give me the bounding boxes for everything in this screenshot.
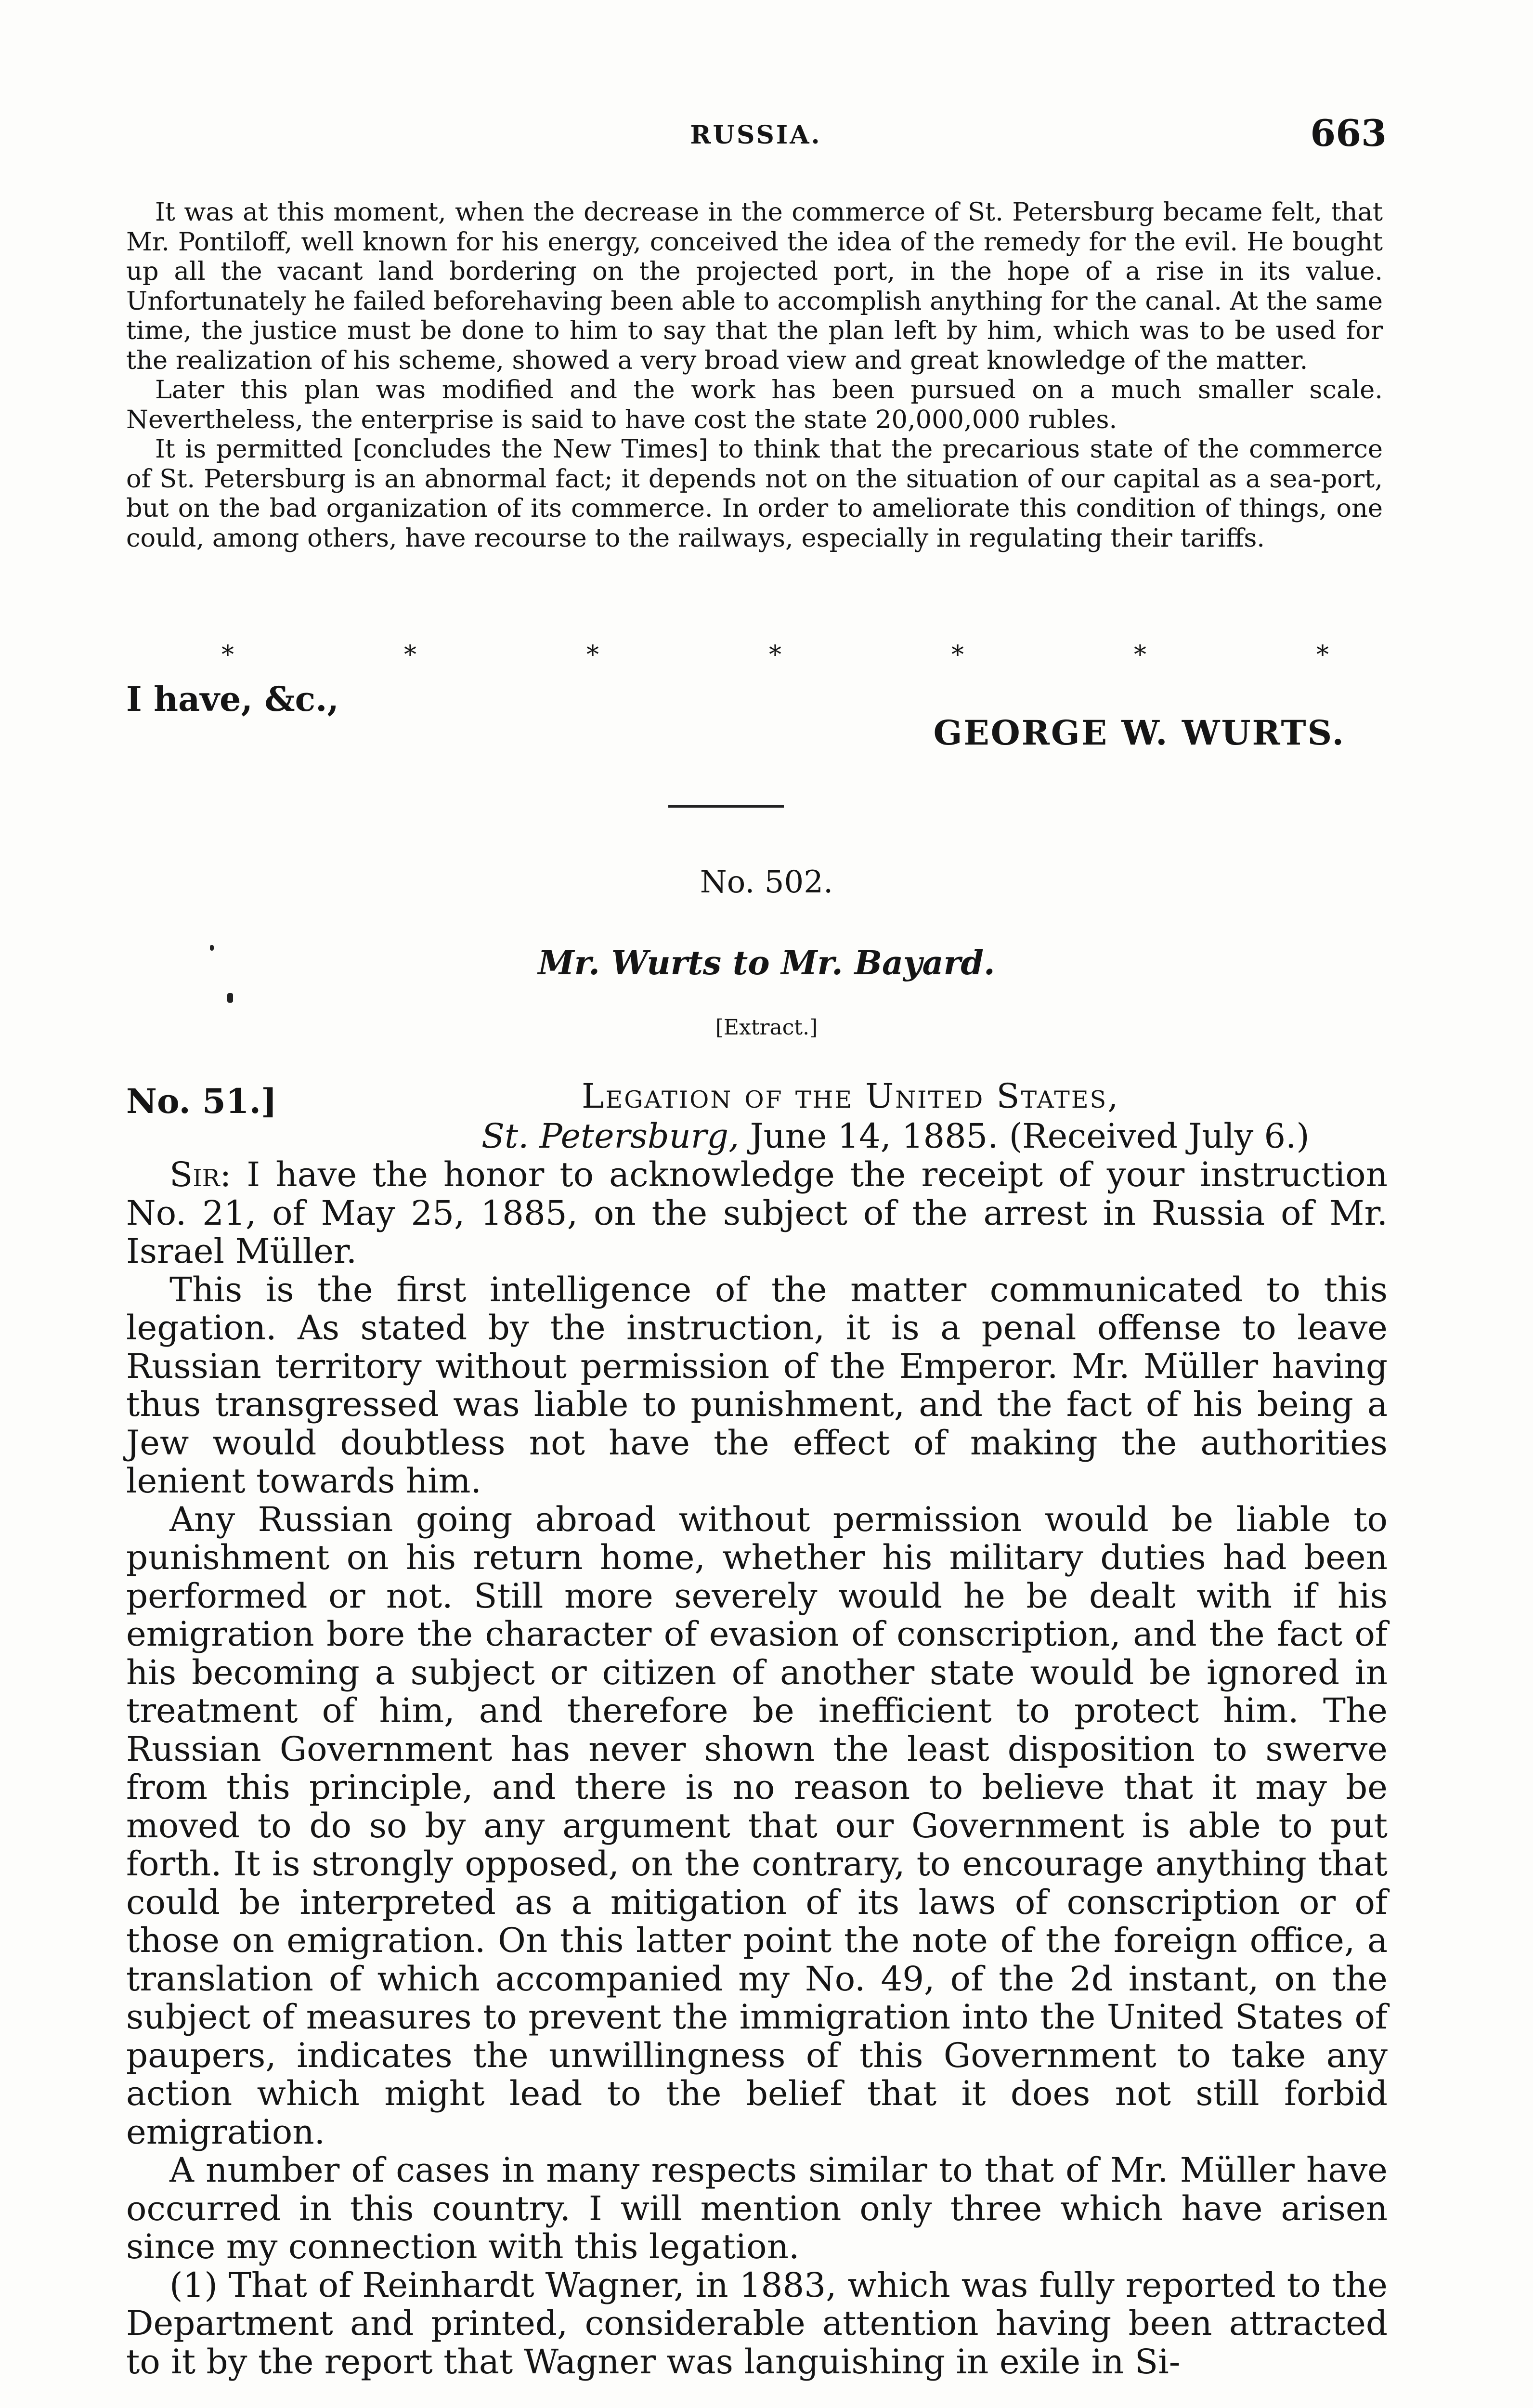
letter-paragraph-text: : I have the honor to acknowledge the receipt of your instruction No. 21, of May 25, 1885, on the subject of the arrest in Russia of Mr. Israel Müller. (126, 1155, 1388, 1271)
date: June 14, 1885. (750, 1116, 999, 1156)
omission-star: * (1316, 641, 1329, 669)
previous-letter-paragraph: Later this plan was modified and the work has been pursued on a much smaller scale. Nevertheless, the enterprise is said to have cost the state 20,000,000 rubles. (126, 375, 1383, 434)
previous-letter-paragraph: It is permitted [concludes the New Times] to think that the precarious state of the commerce of St. Petersburg is an abnormal fact; it depends not on the situation of our capital as a sea-port, but on the bad organization of its commerce. In order to ameliorate this condition of things, one could, among others, have recourse to the railways, especially in regulating their tariffs. (126, 434, 1383, 553)
letter-paragraph: A number of cases in many respects similar to that of Mr. Müller have occurred in this country. I will mention only three which have arisen since my connection with this legation. (126, 2150, 1388, 2266)
letter-paragraph: (1) That of Reinhardt Wagner, in 1883, which was fully reported to the Department and printed, considerable attention having been attracted to it by the report that Wagner was languishing in exile in Si- (126, 2265, 1388, 2382)
omission-star: * (951, 641, 964, 669)
letter-paragraph (126, 1156, 1388, 1271)
salutation: Sir (169, 1155, 220, 1194)
place-date-line (481, 1116, 1310, 1156)
page-header (125, 112, 1387, 155)
letter-paragraph: This is the first intelligence of the matter communicated to this legation. As stated by the instruction, it is a penal offense to leave Russian territory without permission of the Emperor. Mr. Müller having thus transgressed was liable to punishment, and the fact of his being a Jew would doubtless not have the effect of making the authorities lenient towards him. (126, 1269, 1388, 1501)
legation-heading: Legation of the United States, (582, 1076, 1120, 1116)
omission-star: * (586, 641, 599, 669)
running-title: RUSSIA. (690, 120, 822, 150)
previous-letter-body (126, 197, 1383, 553)
omission-star: * (221, 641, 234, 669)
received-date: (Received July 6.) (1009, 1116, 1310, 1156)
omission-stars (221, 641, 1329, 669)
dispatch-number: No. 51.] (126, 1081, 277, 1121)
document-number: No. 502. (700, 864, 833, 900)
omission-star: * (404, 641, 416, 669)
closing-phrase: I have, &c., (126, 679, 339, 719)
omission-star: * (769, 641, 781, 669)
letter-body (126, 1156, 1388, 2381)
letter-paragraph: Any Russian going abroad without permission would be liable to punishment on his return home, whether his military duties had been performed or not. Still more severely would he be dealt with if his emigration bore the character of evasion of conscription, and the fact of his becoming a subject or citizen of another state would be ignored in treatment of him, and therefore be inefficient to protect him. The Russian Government has never shown the least disposition to swerve from this principle, and there is no reason to believe that it may be moved to do so by any argument that our Government is able to put forth. It is strongly opposed, on the contrary, to encourage anything that could be interpreted as a mitigation of its laws of conscription or of those on emigration. On this latter point the note of the foreign office, a translation of which accompanied my No. 49, of the 2d instant, on the subject of measures to prevent the immigration into the United States of paupers, indicates the unwillingness of this Government to take any action which might lead to the belief that it does not still forbid emigration. (126, 1499, 1388, 2152)
page-number: 663 (1310, 112, 1387, 155)
section-divider (668, 805, 784, 808)
omission-star: * (1134, 641, 1146, 669)
ink-speck (227, 993, 233, 1003)
signature: GEORGE W. WURTS. (933, 713, 1345, 753)
place: St. Petersburg, (481, 1116, 740, 1156)
previous-letter-paragraph: It was at this moment, when the decrease in the commerce of St. Petersburg became felt, that Mr. Pontiloff, well known for his energy, conceived the idea of the remedy for the evil. He bought up all the vacant land bordering on the projected port, in the hope of a rise in its value. Unfortunately he failed beforehaving been able to accomplish anything for the canal. At the same time, the justice must be done to him to say that the plan left by him, which was to be used for the realization of his scheme, showed a very broad view and great knowledge of the matter. (126, 197, 1383, 375)
document-title: Mr. Wurts to Mr. Bayard. (538, 944, 995, 982)
extract-note: [Extract.] (715, 1015, 818, 1040)
ink-speck (210, 945, 214, 951)
